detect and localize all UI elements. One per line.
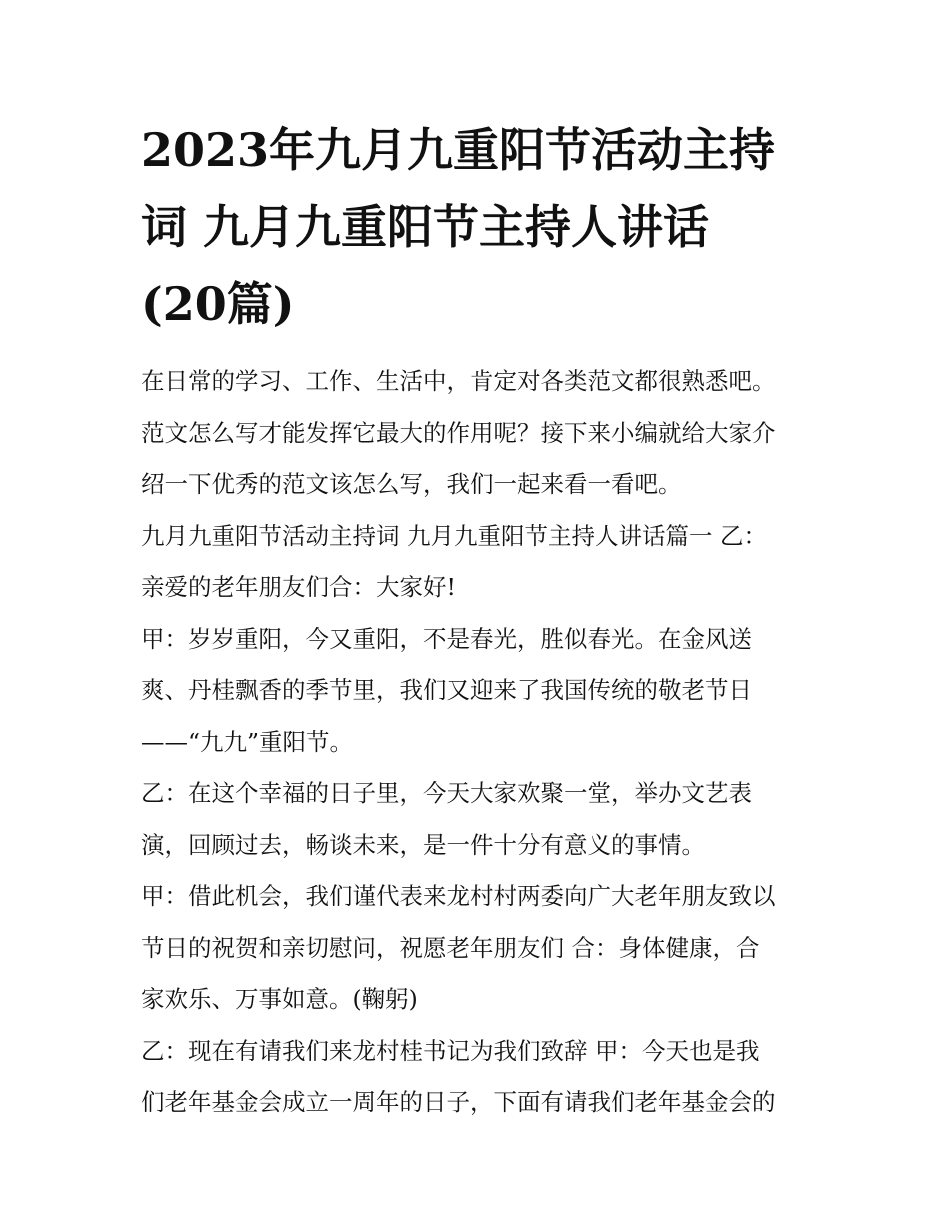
body-line: 演，回顾过去，畅谈未来，是一件十分有意义的事情。	[141, 830, 705, 859]
body-line: 乙：在这个幸福的日子里，今天大家欢聚一堂，举办文艺表	[141, 779, 752, 807]
body-line: 绍一下优秀的范文该怎么写，我们一起来看一看吧。	[141, 470, 682, 498]
body-line: 甲：岁岁重阳，今又重阳，不是春光，胜似春光。在金风送	[141, 624, 752, 653]
body-line: 在日常的学习、工作、生活中，肯定对各类范文都很熟悉吧。	[141, 367, 776, 395]
body-line: ——“九九”重阳节。	[141, 727, 354, 756]
body-line: 甲：借此机会，我们谨代表来龙村村两委向广大老年朋友致以	[141, 882, 776, 910]
title-line: 词 九月九重阳节主持人讲话	[141, 200, 710, 254]
body-line: 家欢乐、万事如意。(鞠躬)	[141, 985, 418, 1013]
body-line: 们老年基金会成立一周年的日子，下面有请我们老年基金会的	[141, 1088, 776, 1116]
body-line: 爽、丹桂飘香的季节里，我们又迎来了我国传统的敬老节日	[141, 676, 752, 704]
body-line: 节日的祝贺和亲切慰问，祝愿老年朋友们 合：身体健康，合	[141, 933, 760, 962]
body-line: 范文怎么写才能发挥它最大的作用呢？接下来小编就给大家介	[141, 418, 776, 447]
document-title	[141, 112, 821, 343]
document-body	[141, 356, 831, 1129]
title-line: (20篇)	[141, 277, 295, 331]
body-line: 亲爱的老年朋友们合：大家好!	[141, 573, 456, 601]
title-line: 2023年九月九重阳节活动主持	[141, 123, 776, 177]
body-line: 乙：现在有请我们来龙村桂书记为我们致辞 甲：今天也是我	[141, 1036, 760, 1065]
body-line: 九月九重阳节活动主持词 九月九重阳节主持人讲话篇一 乙：	[141, 521, 767, 550]
